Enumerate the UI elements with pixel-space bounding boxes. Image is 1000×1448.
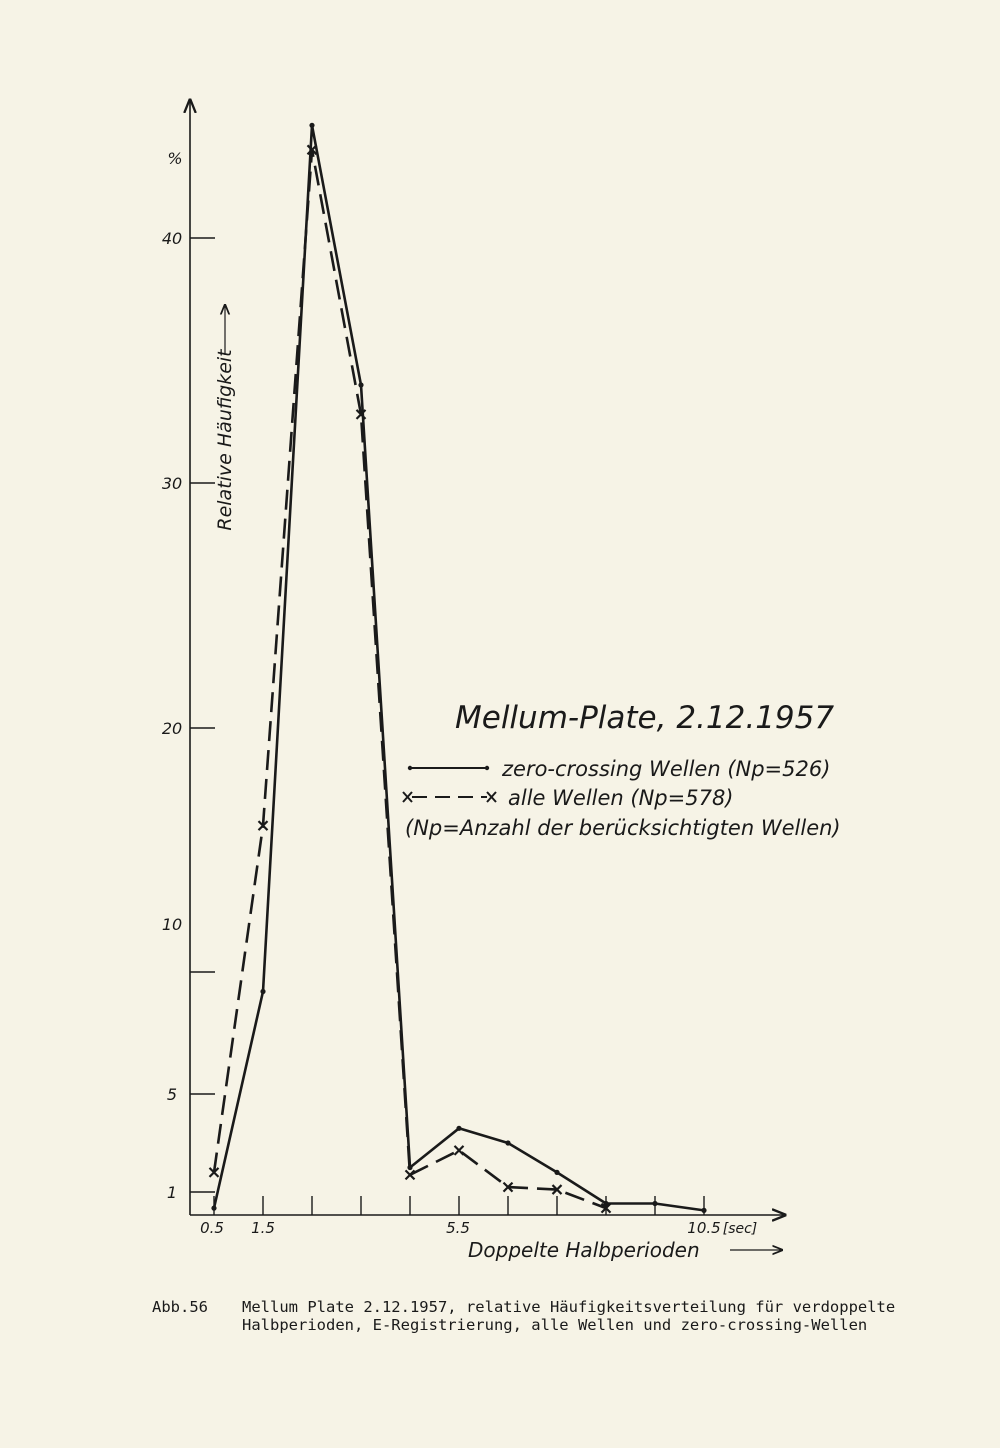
caption-text: Mellum Plate 2.12.1957, relative Häufigkeitsverteilung für verdoppelte Halbperioden, E-Registrierung, alle Wellen und zero-crossing-Wellen <box>242 1298 896 1334</box>
x-axis-title: Doppelte Halbperioden <box>468 1238 700 1262</box>
y-tick-label: 20 <box>161 719 183 738</box>
data-point-dot <box>652 1201 657 1206</box>
y-tick-label: 40 <box>161 229 183 248</box>
data-point-dot <box>309 123 314 128</box>
y-axis-title: Relative Häufigkeit <box>214 349 236 531</box>
y-tick-label: 5 <box>166 1085 178 1104</box>
series-line-zero-crossing <box>214 125 704 1210</box>
axes <box>190 100 785 1215</box>
x-tick-label: 1.5 <box>251 1219 275 1237</box>
data-point-x <box>406 1170 415 1179</box>
data-point-x <box>455 1146 464 1155</box>
x-ticks <box>214 1196 704 1215</box>
y-unit-label: % <box>167 149 183 168</box>
series-layer <box>210 123 707 1213</box>
data-point-dot <box>554 1170 559 1175</box>
x-tick-label: 5.5 <box>446 1219 470 1237</box>
data-point-dot <box>456 1126 461 1131</box>
chart-title: Mellum-Plate, 2.12.1957 <box>455 700 835 736</box>
y-ticks <box>190 238 215 1192</box>
legend-marker-x <box>487 792 496 802</box>
data-point-dot <box>701 1208 706 1213</box>
legend-marker-dot <box>408 766 412 770</box>
series-line-alle-wellen <box>214 150 606 1208</box>
data-point-dot <box>505 1140 510 1145</box>
legend-marker-x <box>403 792 412 802</box>
x-unit-label: [sec] <box>722 1221 758 1237</box>
legend-marker-dot <box>485 766 489 770</box>
legend <box>403 700 841 840</box>
data-point-dot <box>211 1206 216 1211</box>
legend-label-zero-crossing: zero-crossing Wellen (Np=526) <box>502 757 831 781</box>
data-point-dot <box>260 989 265 994</box>
legend-note: (Np=Anzahl der berücksichtigten Wellen) <box>405 816 841 840</box>
x-tick-label: 0.5 <box>200 1219 224 1237</box>
y-tick-labels <box>162 149 183 1202</box>
y-tick-label: 1 <box>166 1183 178 1202</box>
y-tick-label: 10 <box>161 915 183 934</box>
x-tick-labels <box>200 1219 757 1237</box>
data-point-dot <box>358 382 363 387</box>
axis-titles <box>214 305 782 1262</box>
legend-label-alle-wellen: alle Wellen (Np=578) <box>508 786 734 810</box>
caption-label: Abb.56 <box>152 1298 208 1316</box>
x-tick-label: 10.5 <box>687 1219 721 1237</box>
y-tick-label: 30 <box>161 474 183 493</box>
